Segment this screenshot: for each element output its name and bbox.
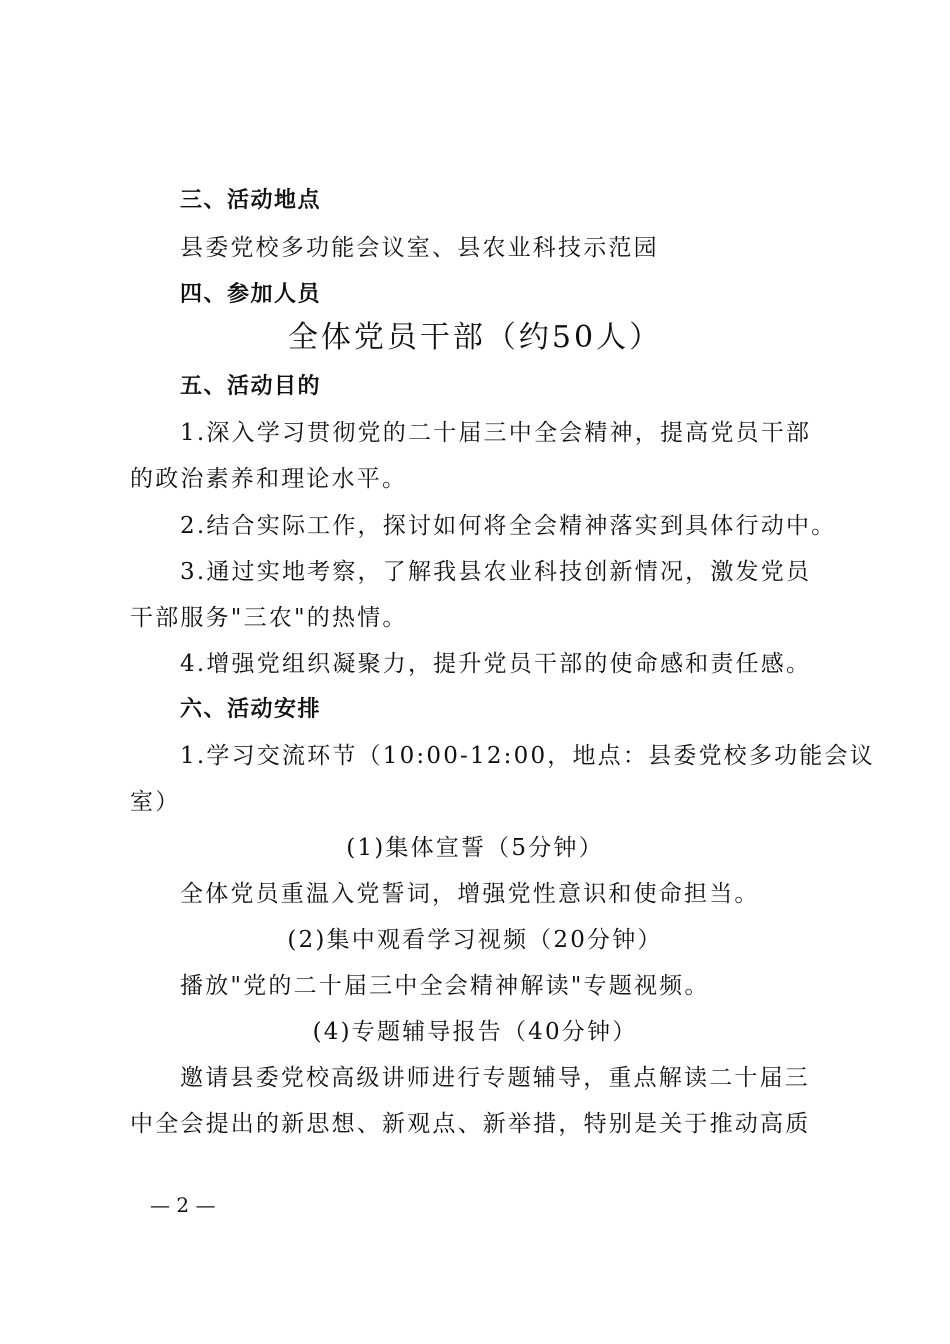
section-heading-schedule: 六、活动安排: [180, 697, 322, 722]
sub-item-4-body-line-2: 中全会提出的新思想、新观点、新举措，特别是关于推动高质: [130, 1111, 811, 1137]
sub-item-2-body: 播放"党的二十届三中全会精神解读"专题视频。: [180, 973, 710, 999]
sub-item-2-title: (2)集中观看学习视频（20分钟）: [287, 927, 663, 953]
purpose-item-3-line-1: 3.通过实地考察，了解我县农业科技创新情况，激发党员: [180, 559, 812, 585]
sub-item-4-title: (4)专题辅导报告（40分钟）: [312, 1019, 638, 1045]
schedule-item-1-line-1: 1.学习交流环节（10:00-12:00，地点：县委党校多功能会议: [180, 743, 875, 769]
section-heading-location: 三、活动地点: [180, 188, 322, 213]
participants-text: 全体党员干部（约50人）: [287, 320, 663, 355]
purpose-item-3-line-2: 干部服务"三农"的热情。: [130, 605, 408, 631]
purpose-item-1-line-2: 的政治素养和理论水平。: [130, 466, 408, 492]
sub-item-1-body: 全体党员重温入党誓词，增强党性意识和使命担当。: [180, 881, 760, 907]
sub-item-4-body-line-1: 邀请县委党校高级讲师进行专题辅导，重点解读二十届三: [180, 1065, 810, 1091]
section-heading-purpose: 五、活动目的: [180, 374, 322, 399]
location-text: 县委党校多功能会议室、县农业科技示范园: [180, 235, 659, 261]
purpose-item-1-line-1: 1.深入学习贯彻党的二十届三中全会精神，提高党员干部: [180, 420, 812, 446]
schedule-item-1-line-2: 室）: [130, 789, 181, 815]
section-heading-participants: 四、参加人员: [180, 282, 322, 307]
purpose-item-4: 4.增强党组织凝聚力，提升党员干部的使命感和责任感。: [180, 651, 812, 677]
purpose-item-2: 2.结合实际工作，探讨如何将全会精神落实到具体行动中。: [180, 513, 837, 539]
sub-item-1-title: (1)集体宣誓（5分钟）: [346, 835, 604, 861]
page-number: — 2 —: [150, 1193, 216, 1217]
